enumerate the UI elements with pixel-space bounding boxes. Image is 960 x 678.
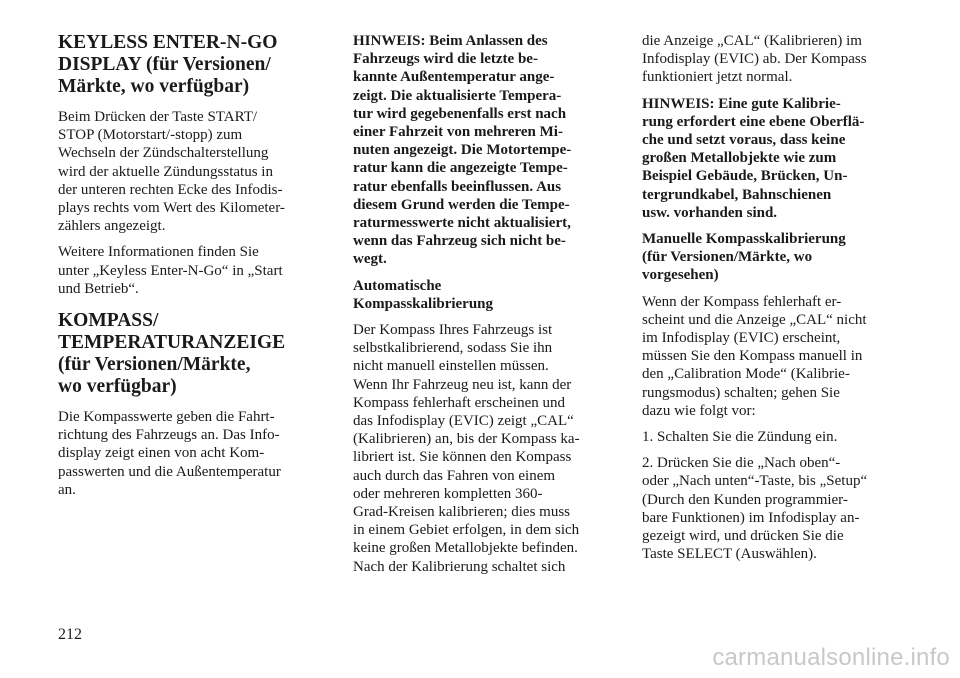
- column-left: [58, 32, 310, 507]
- paragraph-keyless-2: Weitere Informationen finden Sie unter „Keyless Enter-N-Go“ in „Start und Betrieb“.: [58, 244, 283, 297]
- step-2: 2. Drücken Sie die „Nach oben“- oder „Nach unten“-Taste, bis „Setup“ (Durch den Kunden programmier- bare Funktionen) im Infodisplay an- gezeigt wird, und drücken Sie die Taste SELECT (Auswählen).: [642, 455, 868, 563]
- paragraph-keyless-1: Beim Drücken der Taste START/ STOP (Motorstart/-stopp) zum Wechseln der Zündschalterstellung wird der aktuelle Zündungsstatus in der unteren rechten Ecke des Infodis- plays rechts vom Wert des Kilometer- zählers angezeigt.: [58, 109, 285, 235]
- subheading-manual-calibration: Manuelle Kompasskalibrierung (für Versionen/Märkte, wo vorgesehen): [642, 231, 846, 284]
- heading-keyless-display: KEYLESS ENTER-N-GO DISPLAY (für Versionen/ Märkte, wo verfügbar): [58, 32, 278, 97]
- column-right: [642, 32, 894, 571]
- page-number: 212: [58, 626, 82, 643]
- note-calibration: HINWEIS: Eine gute Kalibrie- rung erfordert eine ebene Oberflä- che und setzt voraus, dass keine großen Metallobjekte wie zum Beispiel Gebäude, Brücken, Un- tergrundkabel, Bahnschienen usw. vorhanden sind.: [642, 95, 865, 221]
- subheading-auto-calibration: Automatische Kompasskalibrierung: [353, 277, 494, 312]
- note-temperature: HINWEIS: Beim Anlassen des Fahrzeugs wird die letzte be- kannte Außentemperatur ange- zeigt. Die aktualisierte Tempera- tur wird gegebenenfalls erst nach einer Fahrzeit von mehreren Mi- nuten angezeigt. Die Motortempe- ratur kann die angezeigte Tempe- ratur ebenfalls beeinflussen. Aus diesem Grund werden die Tempe- raturmesswerte nicht aktualisiert, wenn das Fahrzeug sich nicht be- wegt.: [353, 33, 572, 268]
- watermark: carmanualsonline.info: [712, 644, 950, 671]
- heading-compass-temperature: KOMPASS/ TEMPERATURANZEIGE (für Versionen/Märkte, wo verfügbar): [58, 310, 286, 398]
- paragraph-manual-calibration: Wenn der Kompass fehlerhaft er- scheint und die Anzeige „CAL“ nicht im Infodisplay (EVIC) erscheint, müssen Sie den Kompass manuell in den „Calibration Mode“ (Kalibrie- rungsmodus) schalten; gehen Sie dazu wie folgt vor:: [642, 293, 867, 419]
- paragraph-calibration-end: die Anzeige „CAL“ (Kalibrieren) im Infodisplay (EVIC) ab. Der Kompass funktioniert jetzt normal.: [642, 33, 867, 86]
- paragraph-auto-calibration: Der Kompass Ihres Fahrzeugs ist selbstkalibrierend, sodass Sie ihn nicht manuell einstellen müssen. Wenn Ihr Fahrzeug neu ist, kann der Kompass fehlerhaft erscheinen und das Infodisplay (EVIC) zeigt „CAL“ (Kalibrieren) an, bis der Kompass ka- libriert ist. Sie können den Kompass auch durch das Fahren von einem oder mehreren kompletten 360- Grad-Kreisen kalibrieren; dies muss in einem Gebiet erfolgen, in dem sich keine großen Metallobjekte befinden. Nach der Kalibrierung schaltet sich: [353, 322, 580, 575]
- step-1: 1. Schalten Sie die Zündung ein.: [642, 429, 838, 446]
- column-middle: [353, 32, 605, 584]
- paragraph-compass-intro: Die Kompasswerte geben die Fahrt- richtung des Fahrzeugs an. Das Info- display zeigt einen von acht Kom- passwerten und die Außentemperatur an.: [58, 409, 281, 498]
